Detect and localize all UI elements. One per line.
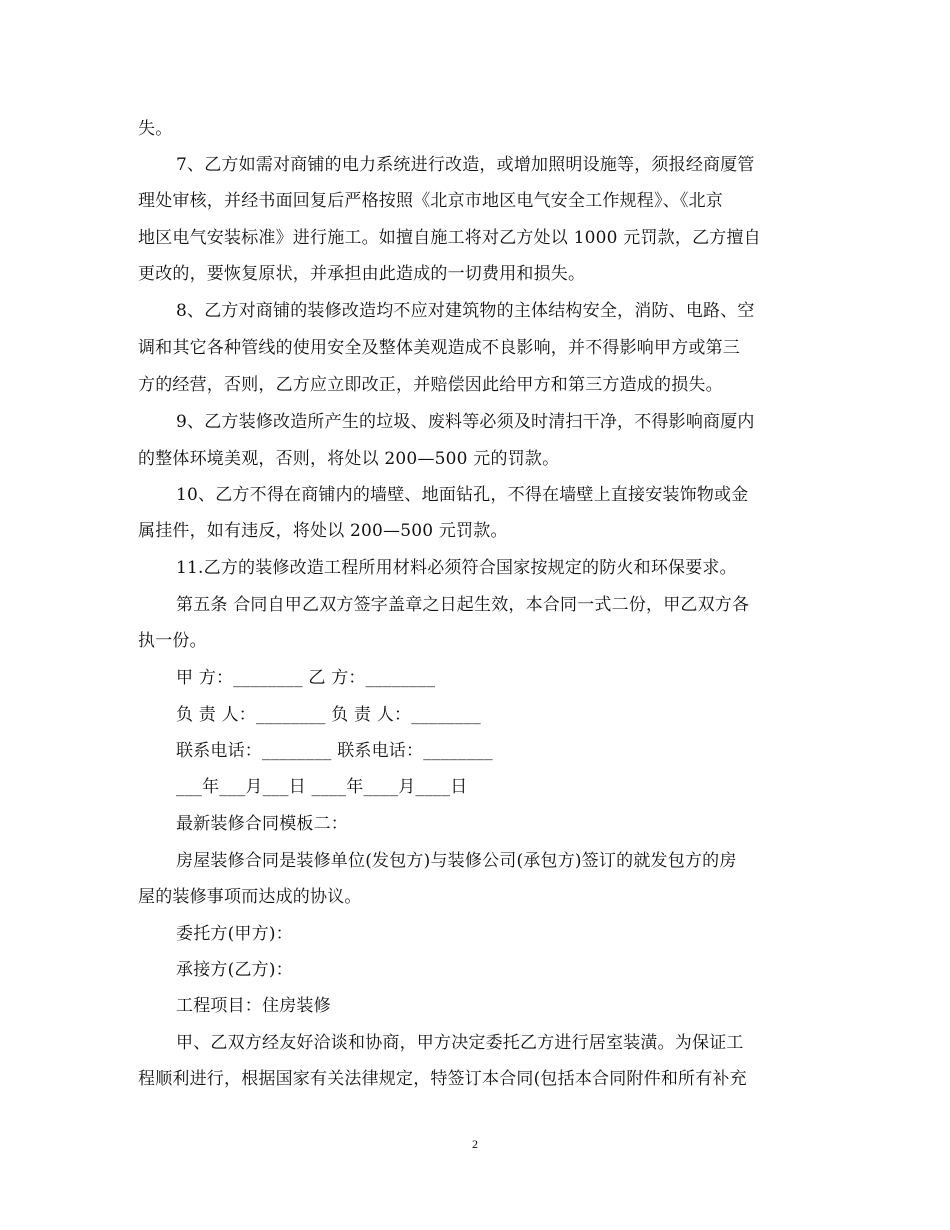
- text-line: 地区电气安装标准》进行施工。如擅自施工将对乙方处以 1000 元罚款，乙方擅自: [138, 228, 761, 248]
- text-line: 房屋装修合同是装修单位(发包方)与装修公司(承包方)签订的就发包方的房: [176, 851, 737, 871]
- text-line: 调和其它各种管线的使用安全及整体美观造成不良影响，并不得影响甲方或第三: [138, 338, 740, 358]
- text-line: 执一份。: [138, 631, 207, 651]
- text-line: 屋的装修事项而达成的协议。: [138, 887, 362, 907]
- text-line: 10、乙方不得在商铺内的墙壁、地面钻孔，不得在墙壁上直接安装饰物或金: [176, 485, 749, 505]
- text-line: 属挂件，如有违反，将处以 200—500 元罚款。: [138, 521, 508, 541]
- text-line: 理处审核，并经书面回复后严格按照《北京市地区电气安全工作规程》、《北京: [138, 191, 723, 211]
- text-line: 的整体环境美观，否则，将处以 200—500 元的罚款。: [138, 449, 560, 469]
- text-line: 委托方(甲方)：: [176, 924, 293, 944]
- signature-line-date: ___年___月___日 ____年____月____日: [176, 777, 468, 797]
- text-line: 8、乙方对商铺的装修改造均不应对建筑物的主体结构安全，消防、电路、空: [176, 301, 755, 321]
- signature-line-responsible: 负 责 人：________ 负 责 人：________: [176, 705, 481, 725]
- section-heading: 最新装修合同模板二：: [176, 814, 348, 834]
- text-line: 7、乙方如需对商铺的电力系统进行改造，或增加照明设施等，须报经商厦管: [176, 155, 755, 175]
- text-line: 方的经营，否则，乙方应立即改正，并赔偿因此给甲方和第三方造成的损失。: [138, 375, 723, 395]
- text-line: 程顺利进行，根据国家有关法律规定，特签订本合同(包括本合同附件和所有补充: [138, 1069, 747, 1089]
- text-line: 11.乙方的装修改造工程所用材料必须符合国家按规定的防火和环保要求。: [176, 558, 737, 578]
- signature-line-phone: 联系电话：________ 联系电话：________: [176, 741, 493, 761]
- page-number: 2: [472, 1137, 478, 1151]
- text-line: 失。: [138, 119, 173, 139]
- text-line: 工程项目：住房装修: [176, 996, 331, 1016]
- signature-line-party: 甲 方：________ 乙 方：________: [176, 668, 436, 688]
- text-line: 第五条 合同自甲乙双方签字盖章之日起生效，本合同一式二份，甲乙双方各: [176, 595, 750, 615]
- text-line: 9、乙方装修改造所产生的垃圾、废料等必须及时清扫干净，不得影响商厦内: [176, 412, 755, 432]
- text-line: 更改的，要恢复原状，并承担由此造成的一切费用和损失。: [138, 264, 586, 284]
- text-line: 承接方(乙方)：: [176, 960, 293, 980]
- text-line: 甲、乙双方经友好洽谈和协商，甲方决定委托乙方进行居室装潢。为保证工: [176, 1033, 744, 1053]
